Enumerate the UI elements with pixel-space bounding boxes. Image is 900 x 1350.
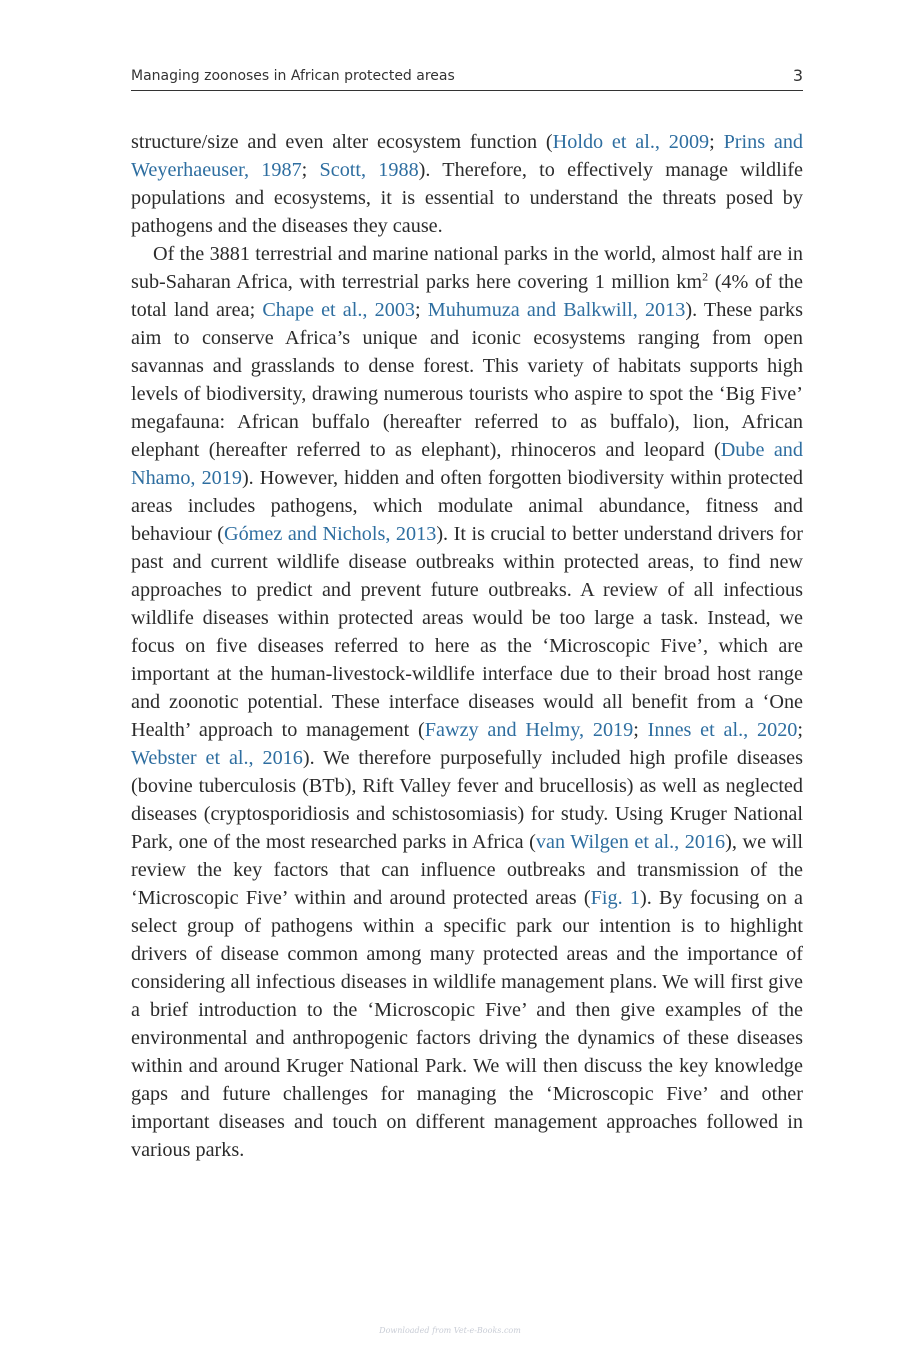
paragraph-2-text: ), we will review the key factors that can influence outbreaks and transmission of the ‘Microscopic Five’ within and around protected areas (	[131, 831, 803, 909]
body-text	[131, 128, 803, 1164]
citation-innes-2020[interactable]: Innes et al., 2020	[647, 719, 798, 741]
paragraph-2	[131, 240, 803, 1164]
paragraph-2-text: ). It is crucial to better understand drivers for past and current wildlife disease outbreaks within protected areas, to find new approaches to predict and prevent future outbreaks. A review of all infectious wildlife diseases within protected areas would be too large a task. Instead, we focus on five diseases referred to here as the ‘Microscopic Five’, which are important at the human-livestock-wildlife interface due to their broad host range and zoonotic potential. These interface diseases would all benefit from a ‘One Health’ approach to management (	[131, 523, 803, 741]
citation-fawzy-2019[interactable]: Fawzy and Helmy, 2019	[424, 719, 634, 741]
citation-scott-1988[interactable]: Scott, 1988	[319, 159, 419, 181]
citation-muhumuza-2013[interactable]: Muhumuza and Balkwill, 2013	[427, 299, 686, 321]
paragraph-1-text: structure/size and even alter ecosystem function (	[131, 131, 553, 153]
running-title: Managing zoonoses in African protected areas	[131, 68, 455, 84]
citation-dube-2019[interactable]: Dube and Nhamo, 2019	[131, 439, 803, 489]
paragraph-2-text: ;	[797, 719, 804, 741]
citation-holdo-2009[interactable]: Holdo et al., 2009	[552, 131, 710, 153]
paragraph-1-text: ;	[301, 159, 320, 181]
citation-chape-2003[interactable]: Chape et al., 2003	[262, 299, 416, 321]
paragraph-2-text: ;	[633, 719, 648, 741]
paragraph-2-text: (4% of the total land area;	[131, 271, 803, 321]
page-number: 3	[792, 66, 803, 85]
superscript-two: 2	[702, 269, 709, 284]
paragraph-1	[131, 128, 803, 240]
paragraph-2-text: Of the 3881 terrestrial and marine national parks in the world, almost half are in sub-Saharan Africa, with terrestrial parks here covering 1 million km	[131, 243, 803, 293]
paragraph-2-text: ). We therefore purposefully included high profile diseases (bovine tuberculosis (BTb), Rift Valley fever and brucellosis) as well as neglected diseases (cryptosporidiosis and schistosomiasis) for study. Using Kruger National Park, one of the most researched parks in Africa (	[131, 747, 803, 853]
paragraph-1-text: ;	[709, 131, 724, 153]
running-header	[131, 64, 803, 91]
paragraph-2-text: ;	[415, 299, 428, 321]
citation-gomez-2013[interactable]: Gómez and Nichols, 2013	[224, 523, 437, 545]
paragraph-2-text: ). These parks aim to conserve Africa’s unique and iconic ecosystems ranging from open savannas and grasslands to dense forest. This variety of habitats supports high levels of biodiversity, drawing numerous tourists who aspire to spot the ‘Big Five’ megafauna: African buffalo (hereafter referred to as buffalo), lion, African elephant (hereafter referred to as elephant), rhinoceros and leopard (	[131, 299, 803, 461]
figure-1-link[interactable]: Fig. 1	[590, 887, 640, 909]
paragraph-2-text: ). However, hidden and often forgotten biodiversity within protected areas includes pathogens, which modulate animal abundance, fitness and behaviour (	[131, 467, 803, 545]
citation-van-wilgen-2016[interactable]: van Wilgen et al., 2016	[535, 831, 726, 853]
paragraph-2-text: ). By focusing on a select group of pathogens within a specific park our intention is to highlight drivers of disease common among many protected areas and the importance of considering all infectious diseases in wildlife management plans. We will first give a brief introduction to the ‘Microscopic Five’ and then give examples of the environmental and anthropogenic factors driving the dynamics of these diseases within and around Kruger National Park. We will then discuss the key knowledge gaps and future challenges for managing the ‘Microscopic Five’ and other important diseases and touch on different management approaches followed in various parks.	[131, 887, 804, 1161]
citation-prins-1987[interactable]: Prins and Weyerhaeuser, 1987	[131, 131, 804, 181]
citation-webster-2016[interactable]: Webster et al., 2016	[131, 747, 303, 769]
download-watermark: Downloaded from Vet-e-Books.com	[379, 1326, 521, 1335]
paragraph-1-text: ). Therefore, to effectively manage wildlife populations and ecosystems, it is essential to understand the threats posed by pathogens and the diseases they cause.	[131, 159, 804, 237]
